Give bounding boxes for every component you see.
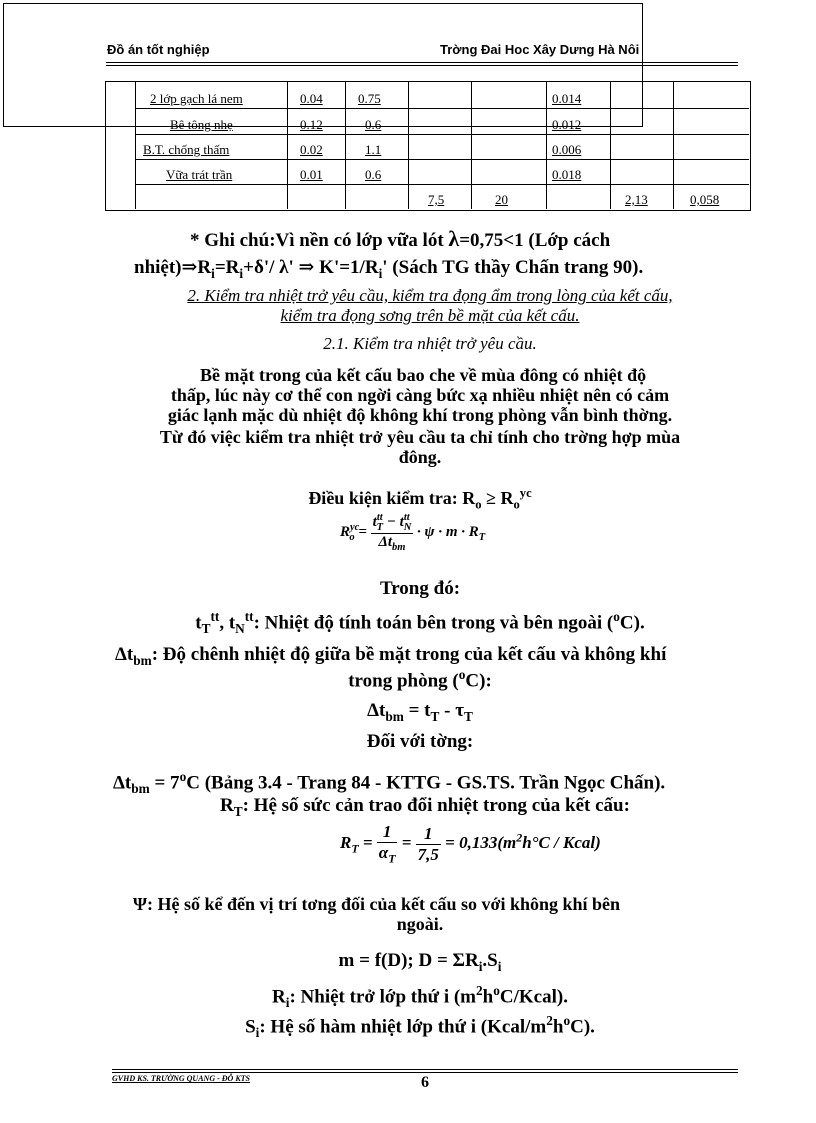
table-row-divider	[135, 159, 749, 160]
table-col-divider	[610, 81, 611, 209]
table-cell: 0.01	[300, 167, 323, 182]
table-col-divider	[287, 81, 288, 209]
table-col-divider	[471, 81, 472, 209]
table-col-divider	[345, 81, 346, 209]
table-row-divider	[135, 108, 749, 109]
table-cell: 0.75	[358, 91, 381, 106]
delta-tbm-value: $\Delta t_{bm} = 7^oC$ (Bảng 3.4 - Trang 84 - KTTG - GS.TS. Trần Ngọc Chấn).	[113, 769, 666, 797]
table-cell: 0,058	[690, 192, 720, 207]
m-formula: m = f(D); $D = \Sigma R_i.S_i$	[338, 950, 502, 974]
footer-left: GVHD KS. TRƯỜNG QUANG - ĐỖ KTS	[112, 1074, 250, 1083]
paragraph-line: Bề mặt trong của kết cấu bao che về mùa đông có nhiệt độ	[200, 365, 647, 385]
table-col-divider	[673, 81, 674, 209]
header-left: Đồ án tốt nghiệp	[107, 42, 210, 57]
table-cell: 7,5	[428, 192, 445, 207]
definition-ri: $R_i$: Nhiệt trở lớp thứ i $(m^2h^oC/Kcal)$.	[272, 983, 568, 1011]
table-cell: 1.1	[365, 142, 382, 157]
footer-rule-bottom	[112, 1072, 738, 1073]
definition-psi: Ψ: Hệ số kể đến vị trí tơng đối của kết cấu so với không khí bên	[133, 894, 621, 914]
table-cell: 0.012	[552, 117, 582, 132]
paragraph-line: giác lạnh mặc dù nhiệt độ không khí trong phòng vẫn bình thờng.	[167, 405, 673, 425]
table-cell: 0.6	[365, 117, 382, 132]
definition-delta-tbm: $\Delta t_{bm}$: Độ chênh nhiệt độ giữa bề mặt trong của kết cấu và không khí	[115, 644, 667, 668]
page-number: 6	[421, 1074, 429, 1091]
paragraph-line: đông.	[398, 447, 442, 467]
table-cell: 2 lớp gạch lá nem	[150, 91, 243, 106]
formula-ro-yc: $R^{yc}_o$ = $\frac{t^{tt}_T - t^{tt}_N}{\Delta t_{bm}}$ · $\psi \cdot m \cdot R_T$	[340, 512, 486, 553]
for-walls-label: Đối với tờng:	[366, 731, 474, 752]
table-cell: 0.018	[552, 167, 582, 182]
table-col-divider	[408, 81, 409, 209]
section-2-heading-line-1: 2. Kiểm tra nhiệt trở yêu cầu, kiểm tra đọng ẩm trong lòng của kết cấu,	[187, 286, 673, 305]
definition-psi-cont: ngoài.	[396, 914, 444, 934]
table-cell: 20	[495, 192, 508, 207]
equation-delta-tbm: $\Delta t_{bm} = t_T - \tau_T$	[367, 700, 473, 724]
formula-rt: $R_T$ = $\frac{1}{\alpha_T}$ = $\frac{1}{7,5}$ = $0,133(m^2h^\circ C$ / Kcal)	[340, 822, 601, 866]
table-cell: B.T. chống thấm	[143, 142, 230, 157]
definition-rt: $R_T$: Hệ số sức cản trao đổi nhiệt trong của kết cấu:	[220, 795, 630, 819]
section-2-heading-line-2: kiểm tra đọng sơng trên bề mặt của kết cấu.	[280, 306, 580, 325]
table-col-divider	[546, 81, 547, 209]
footer-rule-top	[112, 1069, 738, 1070]
table-col-divider	[135, 81, 136, 209]
table-cell: 0.014	[552, 91, 582, 106]
condition-line: Điều kiện kiểm tra: $R_o \ge R_o^{yc}$	[308, 486, 532, 512]
paragraph-line: Từ đó việc kiểm tra nhiệt trở yêu cầu ta chỉ tính cho trờng hợp mùa	[159, 427, 681, 447]
table-cell: 0.02	[300, 142, 323, 157]
paragraph-line: thấp, lúc này cơ thể con ngời càng bức xạ nhiều nhiệt nên có cảm	[170, 385, 670, 405]
definition-delta-tbm-cont: trong phòng ($^o$C):	[348, 667, 492, 692]
table-cell: 2,13	[625, 192, 648, 207]
table-cell: 0.04	[300, 91, 323, 106]
table-cell: 0.006	[552, 142, 582, 157]
table-cell: 0.6	[365, 167, 382, 182]
header-right: Trờng Đai Hoc Xây Dưng Hà Nôi	[440, 42, 640, 57]
definition-si: $S_i$: Hệ số hàm nhiệt lớp thứ i $(Kcal/m^2h^oC)$.	[245, 1013, 595, 1041]
table-cell: 0.12	[300, 117, 323, 132]
table-row-divider	[135, 184, 749, 185]
definition-tt-tn: $t_T^{tt}$, $t_N^{tt}$: Nhiệt độ tính toán bên trong và bên ngoài ($^o$C).	[195, 609, 645, 637]
note-line-1: * Ghi chú:Vì nền có lớp vữa lót λ=0,75<1 (Lớp cách	[190, 226, 611, 251]
section-2-1-heading: 2.1. Kiểm tra nhiệt trở yêu cầu.	[323, 334, 537, 353]
table-row-divider	[135, 134, 749, 135]
table-cell: Vữa trát trần	[166, 167, 233, 182]
table-cell: Bê tông nhẹ	[170, 117, 233, 132]
where-label: Trong đó:	[379, 578, 461, 599]
note-line-2: $nhiệt)\Rightarrow R_i=R_i+\delta'/$ λ' ⇒ $K'=1/R_i'$ (Sách TG thầy Chấn trang 90).	[134, 257, 644, 281]
